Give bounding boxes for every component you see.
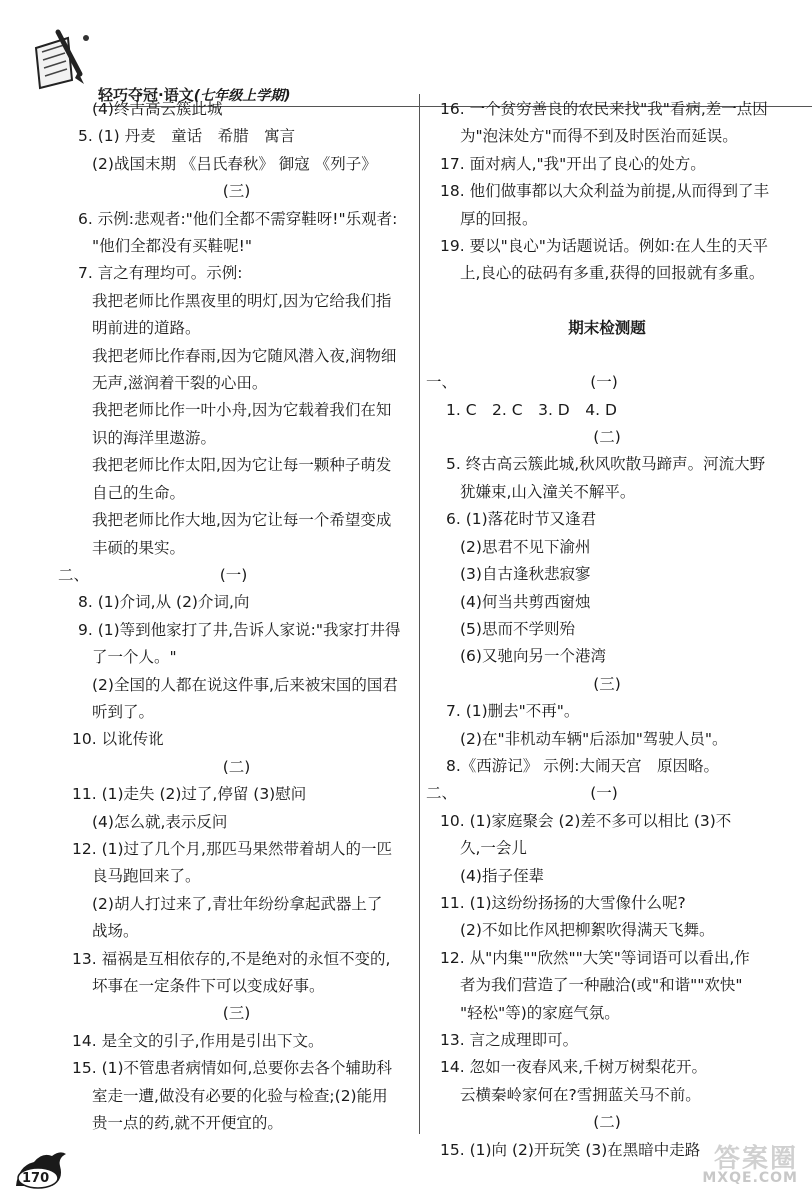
- answer-line: 13. 言之成理即可。: [440, 1031, 579, 1049]
- answer-line: (4)指子侄辈: [460, 866, 544, 885]
- answer-line: 14. 是全文的引子,作用是引出下文。: [72, 1031, 324, 1050]
- answer-line: (2)不如比作风把柳絮吹得满天飞舞。: [460, 921, 715, 940]
- section-number: 二、: [426, 784, 458, 803]
- answer-line: (4)终古高云簇此城: [92, 100, 223, 118]
- answer-line: 8.《西游记》 示例:大闹天宫 原因略。: [446, 756, 719, 775]
- answer-line: 厚的回报。: [460, 209, 538, 228]
- answer-line: 云横秦岭家何在?雪拥蓝关马不前。: [460, 1085, 701, 1104]
- answer-line: 我把老师比作黑夜里的明灯,因为它给我们指: [92, 291, 392, 310]
- section-heading: [426, 780, 782, 807]
- answer-line: (3)自古逢秋悲寂寥: [460, 565, 591, 584]
- answer-line: 丰硕的果实。: [92, 538, 186, 557]
- answer-line: (2)全国的人都在说这件事,后来被宋国的国君: [92, 675, 398, 694]
- answer-line: 室走一遭,做没有必要的化验与检查;(2)能用: [92, 1086, 388, 1105]
- column-divider: [419, 94, 420, 1134]
- answer-line: 7. (1)删去"不再"。: [446, 702, 580, 721]
- page-header: [28, 22, 788, 104]
- answer-line: 犹嫌束,山入潼关不解平。: [460, 482, 636, 501]
- left-column: [58, 96, 409, 1137]
- answer-line: 15. (1)不管患者病情如何,总要你去各个辅助科: [72, 1059, 392, 1078]
- answer-line: 14. 忽如一夜春风来,千树万树梨花开。: [440, 1058, 708, 1077]
- page-number: 170: [22, 1171, 50, 1186]
- answer-line: 听到了。: [92, 702, 155, 721]
- answer-line: 了一个人。": [92, 648, 177, 667]
- answer-line: 11. (1)走失 (2)过了,停留 (3)慰问: [72, 785, 307, 804]
- subsection-heading: (三): [222, 1004, 251, 1023]
- answer-line: (4)何当共剪西窗烛: [460, 592, 591, 611]
- section-title: 期末检测题: [568, 318, 646, 337]
- answer-line: (6)又驰向另一个港湾: [460, 647, 606, 666]
- answer-line: (5)思而不学则殆: [460, 619, 575, 638]
- answer-line: 11. (1)这纷纷扬扬的大雪像什么呢?: [440, 893, 686, 912]
- subsection-heading: (一): [219, 565, 248, 584]
- answer-line: 自己的生命。: [92, 483, 186, 502]
- answer-line: 1. C 2. C 3. D 4. D: [446, 400, 617, 419]
- answer-line: 为"泡沫处方"而得不到及时医治而延误。: [460, 127, 738, 146]
- answer-line: 5. 终古高云簇此城,秋风吹散马蹄声。河流大野: [446, 455, 766, 474]
- subsection-heading: (三): [593, 674, 621, 693]
- answer-line: (2)胡人打过来了,青壮年纷纷拿起武器上了: [92, 894, 383, 913]
- answer-line: 7. 言之有理均可。示例:: [78, 264, 243, 283]
- answer-line: (2)在"非机动车辆"后添加"驾驶人员"。: [460, 729, 728, 748]
- subsection-heading: (三): [222, 182, 251, 201]
- answer-line: 无声,滋润着干裂的心田。: [92, 374, 268, 393]
- answer-line: 10. 以讹传讹: [72, 730, 164, 749]
- answer-line: 15. (1)向 (2)开玩笑 (3)在黑暗中走路: [440, 1140, 701, 1159]
- answer-line: (4)怎么就,表示反问: [92, 812, 228, 831]
- answer-line: 明前进的道路。: [92, 319, 201, 338]
- book-title: 轻巧夺冠·语文: [98, 86, 194, 104]
- answer-line: 10. (1)家庭聚会 (2)差不多可以相比 (3)不: [440, 811, 732, 830]
- answer-line: 12. 从"内集""欣然""大笑"等词语可以看出,作: [440, 948, 750, 967]
- answer-line: "轻松"等)的家庭气氛。: [460, 1003, 620, 1022]
- answer-line: 久,一会儿: [460, 839, 527, 858]
- section-heading: [426, 369, 782, 396]
- answer-line: 我把老师比作太阳,因为它让每一颗种子萌发: [92, 456, 392, 475]
- answer-line: 我把老师比作大地,因为它让每一个希望变成: [92, 511, 392, 530]
- subsection-heading: (一): [590, 784, 618, 803]
- answer-line: 16. 一个贫穷善良的农民来找"我"看病,差一点因: [440, 100, 768, 118]
- answer-line: 6. 示例:悲观者:"他们全都不需穿鞋呀!"乐观者:: [78, 209, 398, 228]
- section-number: 二、: [58, 565, 90, 584]
- answer-line: (2)战国末期 《吕氏春秋》 御寇 《列子》: [92, 154, 377, 173]
- answer-line: 8. (1)介词,从 (2)介词,向: [78, 593, 250, 612]
- answer-line: (2)思君不见下渝州: [460, 537, 591, 556]
- answer-line: 我把老师比作春雨,因为它随风潜入夜,润物细: [92, 346, 397, 365]
- answer-line: 我把老师比作一叶小舟,因为它载着我们在知: [92, 401, 392, 420]
- right-column: [426, 96, 782, 1164]
- answer-line: "他们全都没有买鞋呢!": [92, 237, 252, 256]
- subsection-heading: (一): [590, 373, 618, 392]
- answer-line: 13. 福祸是互相依存的,不是绝对的永恒不变的,: [72, 949, 391, 968]
- answer-line: 识的海洋里遨游。: [92, 428, 217, 447]
- answer-line: 6. (1)落花时节又逢君: [446, 510, 597, 529]
- answer-line: 良马跑回来了。: [92, 867, 201, 886]
- subsection-heading: (二): [222, 757, 251, 776]
- answer-line: 17. 面对病人,"我"开出了良心的处方。: [440, 154, 706, 173]
- answer-line: 19. 要以"良心"为话题说话。例如:在人生的天平: [440, 237, 769, 256]
- book-pen-logo-icon: [28, 28, 96, 94]
- spacer: [432, 288, 782, 315]
- watermark: [678, 1136, 802, 1192]
- answer-line: 18. 他们做事都以大众利益为前提,从而得到了丰: [440, 182, 770, 201]
- answer-line: 贵一点的药,就不开便宜的。: [92, 1114, 283, 1133]
- answer-line: 战场。: [92, 922, 139, 941]
- watermark-main-text: 答案圈: [713, 1144, 798, 1174]
- answer-line: 5. (1) 丹麦 童话 希腊 寓言: [78, 127, 296, 146]
- spacer: [432, 342, 782, 369]
- answer-line: 者为我们营造了一种融洽(或"和谐""欢快": [460, 976, 743, 995]
- watermark-url-text: MXQE.COM: [702, 1170, 798, 1186]
- answer-line: 上,良心的砝码有多重,获得的回报就有多重。: [460, 264, 765, 283]
- subsection-heading: (二): [593, 428, 621, 447]
- book-subtitle: (七年级上学期): [193, 88, 291, 104]
- section-number: 一、: [426, 373, 458, 392]
- answer-line: 9. (1)等到他家打了井,告诉人家说:"我家打井得: [78, 620, 401, 639]
- answer-line: 坏事在一定条件下可以变成好事。: [92, 977, 325, 995]
- subsection-heading: (二): [593, 1113, 621, 1132]
- section-heading: [58, 562, 409, 589]
- answer-line: 12. (1)过了几个月,那匹马果然带着胡人的一匹: [72, 839, 392, 858]
